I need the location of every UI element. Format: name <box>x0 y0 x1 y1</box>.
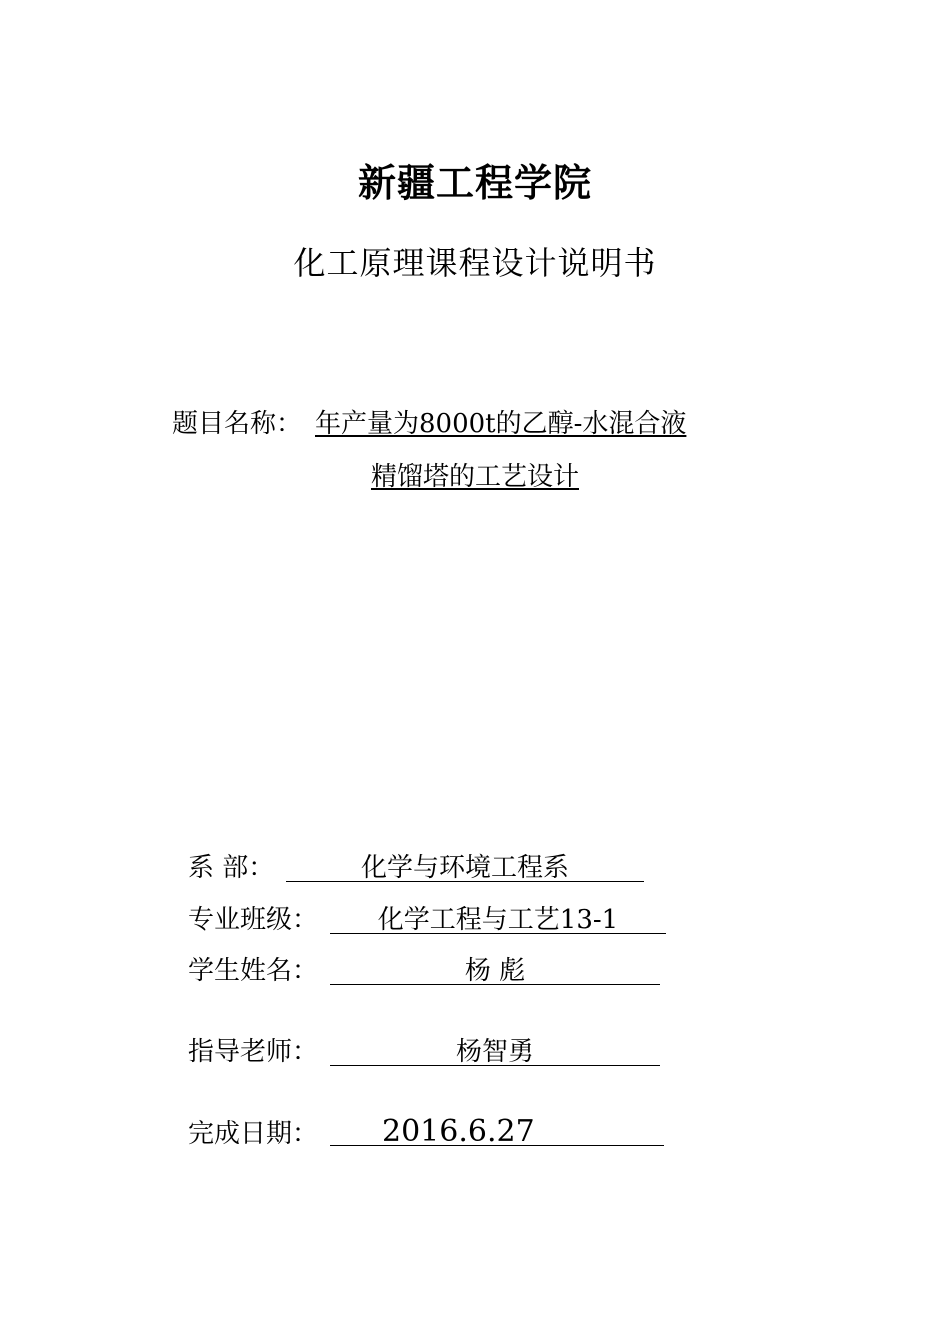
instructor-label: 指导老师： <box>188 1037 319 1067</box>
topic-title-line2: 精馏塔的工艺设计 <box>370 462 579 492</box>
completion-date-value: 2016.6.27 <box>330 1116 664 1146</box>
student-name-value: 杨 彪 <box>330 955 660 985</box>
department-label: 系 部： <box>188 853 275 883</box>
major-class-label: 专业班级： <box>188 905 319 935</box>
school-name: 新疆工程学院 <box>357 161 592 205</box>
completion-date-label: 完成日期： <box>188 1119 319 1149</box>
student-name-label: 学生姓名： <box>188 956 319 986</box>
document-title: 化工原理课程设计说明书 <box>293 244 657 282</box>
instructor-value: 杨智勇 <box>330 1036 660 1066</box>
topic-title-line1: 年产量为8000t的乙醇-水混合液 <box>315 409 687 439</box>
topic-label: 题目名称： <box>172 409 303 439</box>
major-class-value: 化学工程与工艺13-1 <box>330 904 666 934</box>
department-value: 化学与环境工程系 <box>286 852 644 882</box>
